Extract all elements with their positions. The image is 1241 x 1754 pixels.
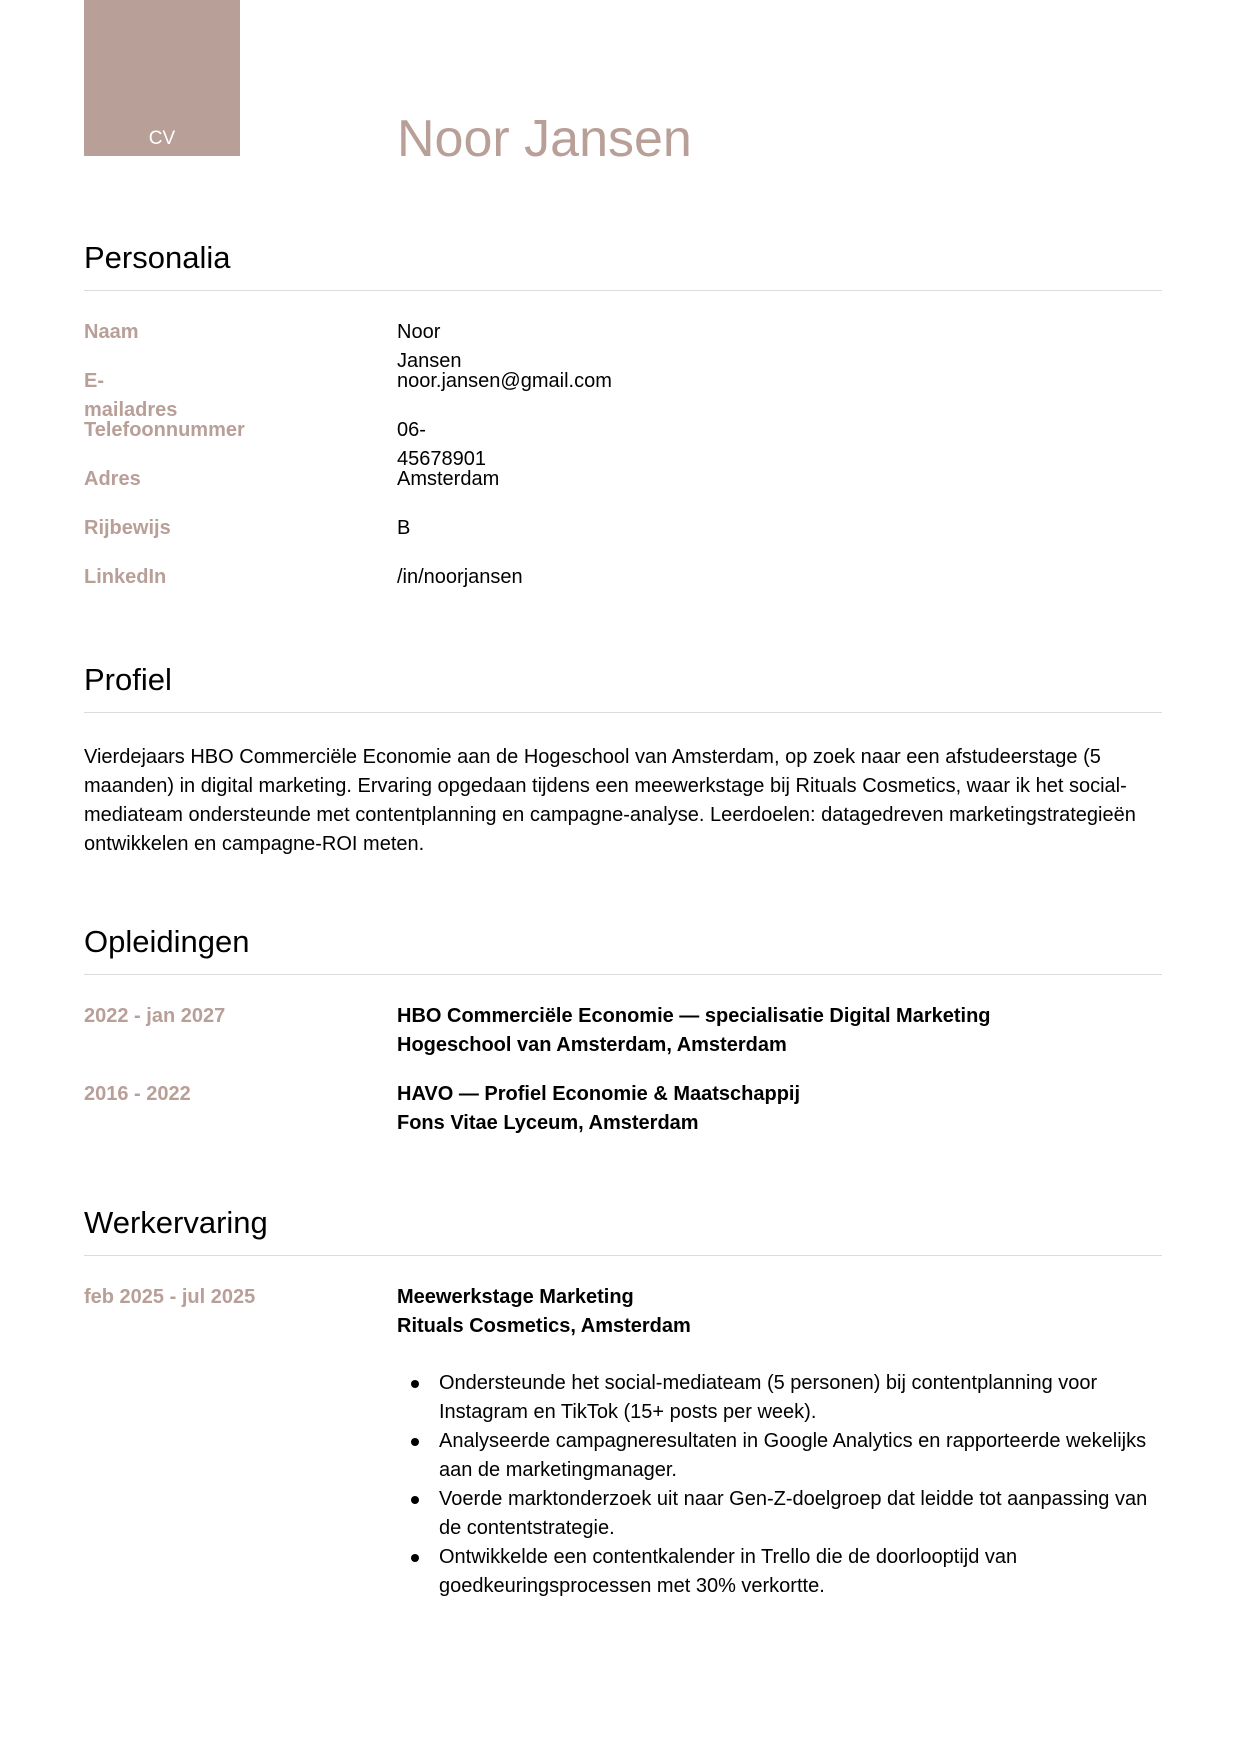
bullet-text: Analyseerde campagneresultaten in Google Analytics en rapporteerde wekelijks aan de marketingmanager. <box>439 1430 1147 1481</box>
section-title-werkervaring: Werkervaring <box>84 1205 268 1240</box>
list-item <box>397 1543 1157 1601</box>
education-details <box>397 1002 1157 1060</box>
section-divider <box>84 290 1162 291</box>
work-details <box>397 1283 1157 1341</box>
work-bullet-list <box>397 1369 1157 1601</box>
education-period: 2016 - 2022 <box>84 1083 191 1105</box>
section-opleidingen <box>84 922 1162 1134</box>
education-school: Hogeschool van Amsterdam, Amsterdam <box>397 1034 787 1056</box>
label-adres: Adres <box>84 468 141 490</box>
value-telefoon: 06-45678901 <box>397 419 486 470</box>
section-divider <box>84 1255 1162 1256</box>
section-title-personalia: Personalia <box>84 240 231 275</box>
value-rijbewijs: B <box>397 517 411 539</box>
value-linkedin: /in/noorjansen <box>397 566 523 588</box>
section-title-profiel: Profiel <box>84 662 172 697</box>
bullet-text: Ondersteunde het social-mediateam (5 personen) bij contentplanning voor Instagram en TikTok (15+ posts per week). <box>439 1372 1098 1423</box>
work-role: Meewerkstage Marketing <box>397 1286 634 1308</box>
section-profiel <box>84 660 1162 859</box>
list-item <box>397 1369 1157 1427</box>
label-email: E-mailadres <box>84 370 178 421</box>
bullet-dot-icon <box>411 1380 419 1388</box>
work-period: feb 2025 - jul 2025 <box>84 1286 256 1308</box>
bullet-dot-icon <box>411 1496 419 1504</box>
label-rijbewijs: Rijbewijs <box>84 517 171 539</box>
value-email: noor.jansen@gmail.com <box>397 370 612 392</box>
education-degree: HAVO — Profiel Economie & Maatschappij <box>397 1083 801 1105</box>
label-naam: Naam <box>84 321 139 343</box>
section-werkervaring <box>84 1203 1162 1597</box>
section-personalia <box>84 238 1162 588</box>
candidate-name: Noor Jansen <box>397 110 692 168</box>
education-details <box>397 1080 1157 1138</box>
bullet-text: Voerde marktonderzoek uit naar Gen-Z-doelgroep dat leidde tot aanpassing van de contentstrategie. <box>439 1488 1148 1539</box>
work-company: Rituals Cosmetics, Amsterdam <box>397 1315 691 1337</box>
list-item <box>397 1427 1157 1485</box>
education-period: 2022 - jan 2027 <box>84 1005 226 1027</box>
cv-photo-placeholder <box>84 0 240 156</box>
value-naam: Noor Jansen <box>397 321 462 372</box>
section-divider <box>84 712 1162 713</box>
bullet-dot-icon <box>411 1554 419 1562</box>
education-school: Fons Vitae Lyceum, Amsterdam <box>397 1112 699 1134</box>
bullet-dot-icon <box>411 1438 419 1446</box>
section-divider <box>84 974 1162 975</box>
section-title-opleidingen: Opleidingen <box>84 924 250 959</box>
value-adres: Amsterdam <box>397 468 500 490</box>
profile-text: Vierdejaars HBO Commerciële Economie aan de Hogeschool van Amsterdam, op zoek naar een afstudeerstage (5 maanden) in digital marketing. Ervaring opgedaan tijdens een meewerkstage bij Rituals Cosmetics, waar ik het social-mediateam ondersteunde met contentplanning en campagne-analyse. Leerdoelen: datagedreven marketingstrategieën ontwikkelen en campagne-ROI meten. <box>84 746 1136 855</box>
list-item <box>397 1485 1157 1543</box>
cv-photo-label: CV <box>148 128 176 149</box>
label-linkedin: LinkedIn <box>84 566 167 588</box>
bullet-text: Ontwikkelde een contentkalender in Trello die de doorlooptijd van goedkeuringsprocessen met 30% verkortte. <box>439 1546 1018 1597</box>
label-telefoon: Telefoonnummer <box>84 419 245 441</box>
education-degree: HBO Commerciële Economie — specialisatie Digital Marketing <box>397 1005 991 1027</box>
